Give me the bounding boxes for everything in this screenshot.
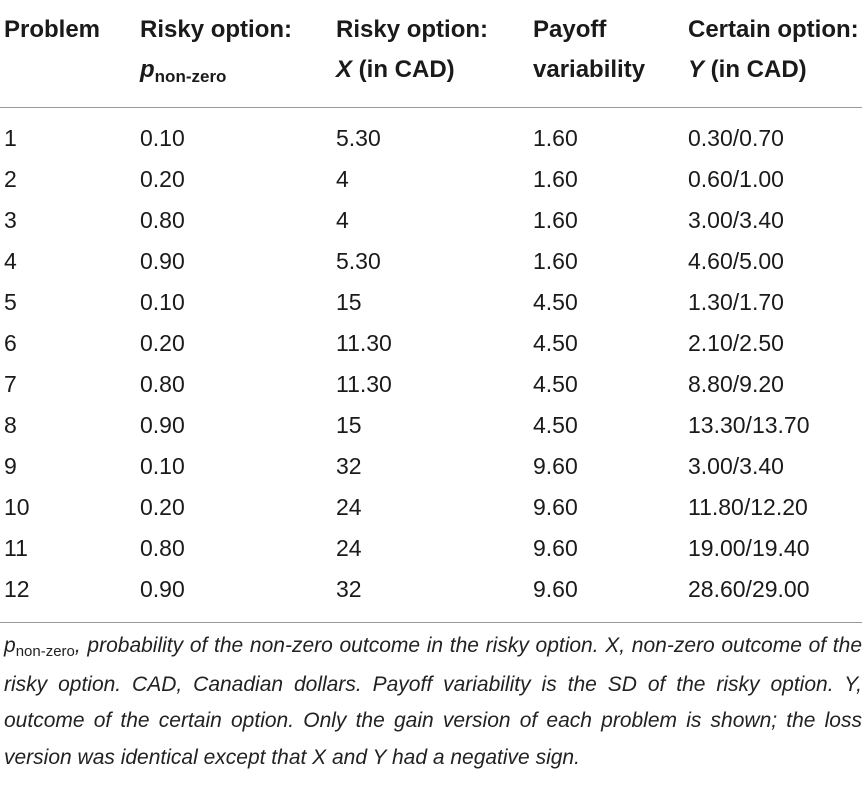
cell-problem: 3 bbox=[4, 207, 17, 233]
header-risky-p-line1: Risky option: bbox=[140, 16, 293, 43]
table-row bbox=[0, 446, 862, 487]
cell-certain-y: 2.10/2.50 bbox=[688, 330, 784, 356]
table-row bbox=[0, 241, 862, 282]
table-footnote bbox=[4, 628, 862, 776]
cell-problem: 6 bbox=[4, 330, 17, 356]
cell-payoff-variability: 9.60 bbox=[533, 494, 578, 520]
cell-risky-x: 24 bbox=[336, 494, 362, 520]
header-payoff-line2: variability bbox=[529, 50, 684, 108]
header-risky-x-line1: Risky option: bbox=[336, 16, 489, 43]
cell-risky-x: 32 bbox=[332, 569, 529, 623]
footnote-text: , probability of the non-zero outcome in the risky option. X, non-zero outcome of the risky option. CAD, Canadian dollars. Payoff variability is the SD of the risky option. Y, outcome of the certain option. Only the gain version of each problem is shown; the loss version was identical except that X and Y had a negative sign. bbox=[4, 634, 862, 769]
cell-certain-y: 19.00/19.40 bbox=[688, 535, 810, 561]
cell-risky-p: 0.90 bbox=[140, 248, 185, 274]
cell-payoff-variability: 4.50 bbox=[533, 412, 578, 438]
table-row bbox=[0, 487, 862, 528]
cell-payoff-variability: 4.50 bbox=[533, 371, 578, 397]
table-row bbox=[0, 108, 862, 160]
cell-problem: 4 bbox=[4, 248, 17, 274]
footnote-symbol: p bbox=[4, 634, 16, 657]
cell-certain-y: 0.60/1.00 bbox=[688, 166, 784, 192]
cell-problem: 11 bbox=[4, 535, 28, 561]
header-certain-line1: Certain option: bbox=[688, 16, 859, 43]
table-header bbox=[0, 0, 862, 108]
cell-problem: 7 bbox=[4, 371, 17, 397]
table-row bbox=[0, 282, 862, 323]
cell-payoff-variability: 9.60 bbox=[533, 535, 578, 561]
cell-risky-p: 0.80 bbox=[140, 371, 185, 397]
cell-risky-x: 4 bbox=[336, 207, 349, 233]
cell-risky-p: 0.20 bbox=[140, 330, 185, 356]
cell-risky-p: 0.80 bbox=[140, 535, 185, 561]
cell-certain-y: 8.80/9.20 bbox=[688, 371, 784, 397]
cell-problem: 9 bbox=[4, 453, 17, 479]
cell-certain-y: 0.30/0.70 bbox=[688, 125, 784, 151]
cell-problem: 5 bbox=[4, 289, 17, 315]
p-subscript: non-zero bbox=[154, 67, 227, 86]
p-symbol: p bbox=[140, 56, 155, 83]
cell-payoff-variability: 9.60 bbox=[529, 569, 684, 623]
cell-certain-y: 3.00/3.40 bbox=[688, 207, 784, 233]
header-row-1 bbox=[0, 0, 862, 50]
cell-risky-x: 11.30 bbox=[336, 330, 392, 356]
cell-risky-x: 5.30 bbox=[336, 248, 381, 274]
header-payoff-line1: Payoff bbox=[533, 16, 607, 43]
x-symbol: X bbox=[336, 56, 353, 83]
table-row bbox=[0, 405, 862, 446]
cell-certain-y: 3.00/3.40 bbox=[688, 453, 784, 479]
table-body bbox=[0, 108, 862, 623]
cell-risky-x: 24 bbox=[336, 535, 362, 561]
header-risky-p-line2 bbox=[136, 50, 332, 108]
table-row bbox=[0, 528, 862, 569]
cell-certain-y: 13.30/13.70 bbox=[688, 412, 810, 438]
cell-risky-p: 0.80 bbox=[140, 207, 185, 233]
cell-problem: 10 bbox=[4, 494, 30, 520]
cell-problem: 2 bbox=[4, 166, 17, 192]
cell-risky-x: 15 bbox=[336, 412, 362, 438]
cell-problem: 8 bbox=[4, 412, 17, 438]
cell-risky-p: 0.10 bbox=[140, 453, 185, 479]
cell-problem: 1 bbox=[4, 125, 17, 151]
cell-payoff-variability: 4.50 bbox=[533, 289, 578, 315]
cell-payoff-variability: 1.60 bbox=[533, 125, 578, 151]
x-unit: (in CAD) bbox=[352, 56, 455, 83]
table-row bbox=[0, 159, 862, 200]
cell-payoff-variability: 9.60 bbox=[533, 453, 578, 479]
cell-payoff-variability: 4.50 bbox=[533, 330, 578, 356]
footnote-subscript: non-zero bbox=[15, 643, 75, 660]
y-symbol: Y bbox=[688, 56, 705, 83]
cell-risky-p: 0.20 bbox=[140, 494, 185, 520]
cell-risky-p: 0.20 bbox=[140, 166, 185, 192]
header-problem-empty bbox=[0, 50, 136, 108]
cell-payoff-variability: 1.60 bbox=[533, 248, 578, 274]
table-row bbox=[0, 200, 862, 241]
cell-risky-p: 0.90 bbox=[136, 569, 332, 623]
cell-payoff-variability: 1.60 bbox=[533, 166, 578, 192]
table-row bbox=[0, 569, 862, 623]
cell-certain-y: 28.60/29.00 bbox=[684, 569, 862, 623]
cell-risky-x: 5.30 bbox=[336, 125, 381, 151]
cell-risky-p: 0.10 bbox=[140, 125, 185, 151]
cell-risky-x: 15 bbox=[336, 289, 362, 315]
cell-certain-y: 1.30/1.70 bbox=[688, 289, 784, 315]
cell-risky-x: 4 bbox=[336, 166, 349, 192]
header-certain-line2 bbox=[684, 50, 862, 108]
cell-certain-y: 11.80/12.20 bbox=[688, 494, 808, 520]
cell-certain-y: 4.60/5.00 bbox=[688, 248, 784, 274]
cell-risky-x: 11.30 bbox=[336, 371, 392, 397]
table-row bbox=[0, 323, 862, 364]
cell-payoff-variability: 1.60 bbox=[533, 207, 578, 233]
header-problem: Problem bbox=[4, 16, 101, 43]
table-row bbox=[0, 364, 862, 405]
cell-problem: 12 bbox=[0, 569, 136, 623]
y-unit: (in CAD) bbox=[704, 56, 807, 83]
cell-risky-p: 0.10 bbox=[140, 289, 185, 315]
cell-risky-p: 0.90 bbox=[140, 412, 185, 438]
header-row-2 bbox=[0, 50, 862, 108]
cell-risky-x: 32 bbox=[336, 453, 362, 479]
header-risky-x-line2 bbox=[332, 50, 529, 108]
